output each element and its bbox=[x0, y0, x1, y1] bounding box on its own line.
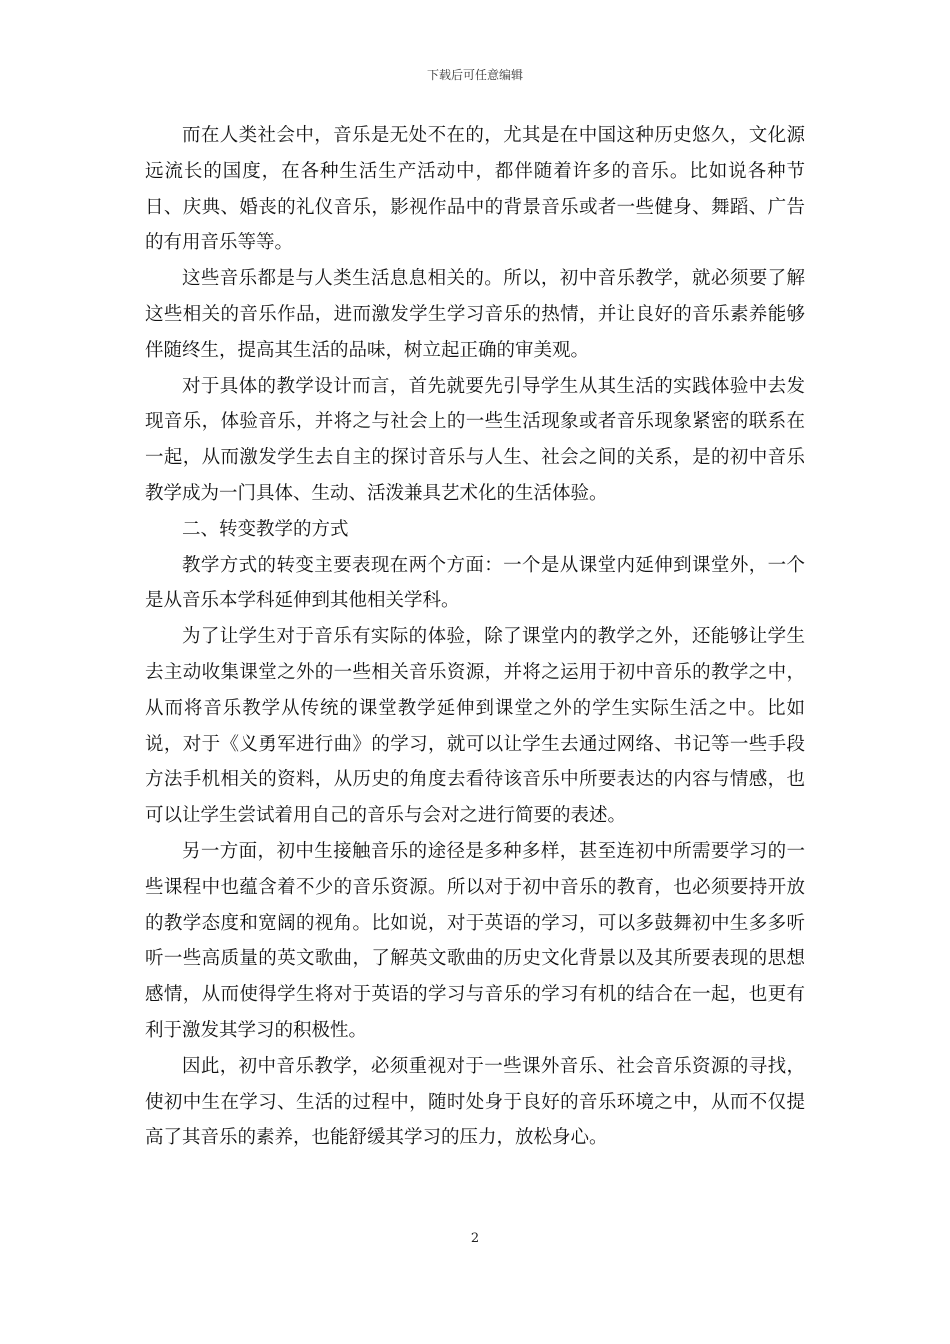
section-heading: 二、转变教学的方式 bbox=[182, 518, 349, 540]
paragraph: 这些音乐都是与人类生活息息相关的。所以，初中音乐教学，就必须要了解这些相关的音乐作品，进而激发学生学习音乐的热情，并让良好的音乐素养能够伴随终生，提高其生活的品味，树立起正确的审美观。 bbox=[145, 268, 805, 361]
page-header: 下载后可任意编辑 bbox=[426, 68, 523, 82]
paragraph: 为了让学生对于音乐有实际的体验，除了课堂内的教学之外，还能够让学生去主动收集课堂之外的一些相关音乐资源，并将之运用于初中音乐的教学之中，从而将音乐教学从传统的课堂教学延伸到课堂之外的学生实际生活之中。比如说，对于《义勇军进行曲》的学习，就可以让学生去通过网络、书记等一些手段方法手机相关的资料，从历史的角度去看待该音乐中所要表达的内容与情感，也可以让学生尝试着用自己的音乐与会对之进行简要的表述。 bbox=[145, 626, 805, 827]
document-body bbox=[145, 118, 805, 1156]
page-number: 2 bbox=[470, 1231, 480, 1246]
paragraph: 教学方式的转变主要表现在两个方面：一个是从课堂内延伸到课堂外，一个是从音乐本学科延伸到其他相关学科。 bbox=[145, 554, 805, 612]
paragraph: 另一方面，初中生接触音乐的途径是多种多样，甚至连初中所需要学习的一些课程中也蕴含着不少的音乐资源。所以对于初中音乐的教育，也必须要持开放的教学态度和宽阔的视角。比如说，对于英语的学习，可以多鼓舞初中生多多听听一些高质量的英文歌曲，了解英文歌曲的历史文化背景以及其所要表现的思想感情，从而使得学生将对于英语的学习与音乐的学习有机的结合在一起，也更有利于激发其学习的积极性。 bbox=[145, 840, 805, 1041]
paragraph: 对于具体的教学设计而言，首先就要先引导学生从其生活的实践体验中去发现音乐，体验音乐，并将之与社会上的一些生活现象或者音乐现象紧密的联系在一起，从而激发学生去自主的探讨音乐与人生、社会之间的关系，是的初中音乐教学成为一门具体、生动、活泼兼具艺术化的生活体验。 bbox=[145, 375, 805, 504]
paragraph: 而在人类社会中，音乐是无处不在的，尤其是在中国这种历史悠久，文化源远流长的国度，在各种生活生产活动中，都伴随着许多的音乐。比如说各种节日、庆典、婚丧的礼仪音乐，影视作品中的背景音乐或者一些健身、舞蹈、广告的有用音乐等等。 bbox=[145, 125, 805, 254]
paragraph: 因此，初中音乐教学，必须重视对于一些课外音乐、社会音乐资源的寻找，使初中生在学习、生活的过程中，随时处身于良好的音乐环境之中，从而不仅提高了其音乐的素养，也能舒缓其学习的压力，放松身心。 bbox=[145, 1055, 805, 1149]
